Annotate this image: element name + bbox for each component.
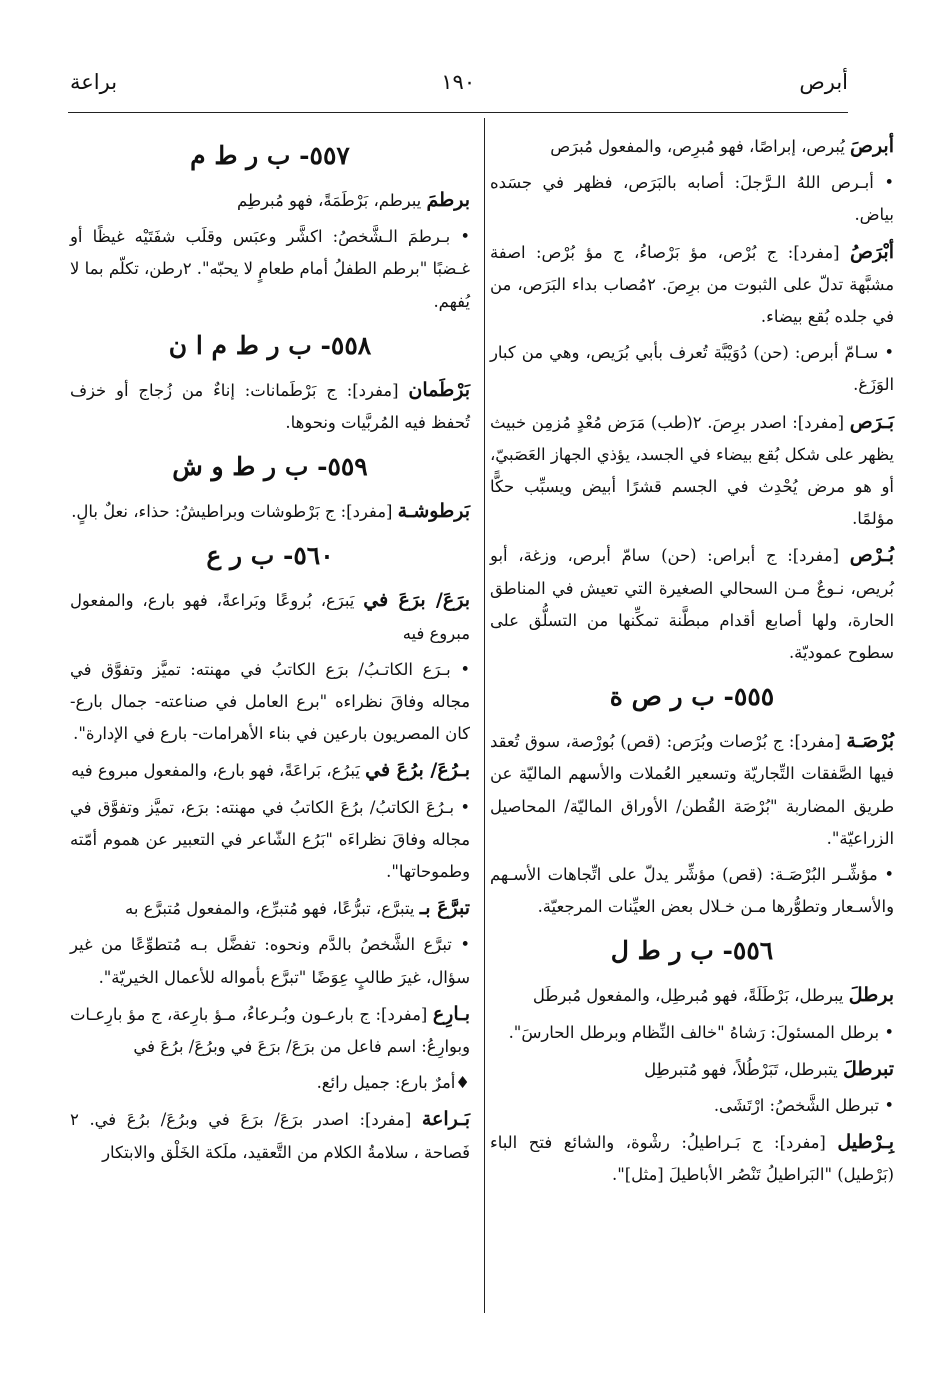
entry-text: يَبرُع، بَراعَةً، فهو بارع، والمفعول مبروع فيه — [71, 761, 366, 781]
headword: برطمَ — [426, 189, 470, 211]
entry-text: [مفرد]: ج بَـراطيلُ: رشْوة، والشائع فتح الباء (بَرْطيل) "البَراطيلُ تَنْصُر الأباطيلَ [مثل]". — [490, 1133, 894, 1185]
dictionary-entry — [70, 1103, 470, 1168]
entry-text: [مفرد]: ج بَرْطَمانات: إناءٌ من زُجاج أو خزف تُحفظ فيه المُربَّيات ونحوها. — [70, 380, 470, 433]
entry-text: يتبرَّع، تبرُّعًا، فهو مُتبرِّع، والمفعول مُتبرَّع به — [125, 899, 420, 919]
dictionary-entry — [490, 725, 894, 855]
guide-word-right: أبرص — [799, 70, 848, 94]
right-column — [490, 128, 894, 1196]
entry-text: [مفرد]: ج أبراص: (حن) سامّ أبرص، وزغة، أبو بُريص، نـوعٌ مـن السحالي الصغيرة التي تعيش في المناطق الحارة، ولها أصابع أقدام مبطَّنة تمكِّنها من التسلُّق على سطوح عموديّة. — [490, 546, 894, 663]
sense-line: • تبرَّع الشَّخصُ بالدَّم ونحوه: تفضَّل بـه مُتطوِّعًا من غير سؤال، غيرَ طالبٍ عِوَضًا "تبرَّع بأمواله للأعمال الخيريّة". — [70, 935, 470, 987]
entry-text: [مفرد]: اصدر برِصَ. ٢(طب) مَرَض مُعْدٍ مُزمِن خبيث يظهر على شكل بُقع بيضاء في الجسد، يؤذي الجهاز العَصَبيّ، أو هو مرض يُحْدِث في الجسم قشرًا أبيض ويسبِّب حكًّا مؤلمًا. — [490, 412, 894, 529]
root-heading: ٥٥٧- ب ر ط م — [190, 141, 350, 170]
headword: تبرطلَ — [842, 1057, 894, 1080]
entry-text: [مفرد]: ج بَرْطوشات وبراطيشُ: حذاء، نعلٌ بالٍ. — [71, 502, 398, 522]
entry-text: يبرطل، بَرْطَلَةً، فهو مُبرطِل، والمفعول مُبرطَل — [532, 986, 849, 1006]
left-column — [70, 128, 470, 1173]
sense-line: • تبرطل الشَّخصُ: ارْتَشَى. — [713, 1096, 894, 1116]
page-header — [70, 60, 848, 104]
dictionary-entry — [490, 1053, 894, 1086]
headword: بَرْطَمان — [408, 378, 470, 401]
dictionary-entry — [490, 539, 894, 669]
root-heading: ٥٥٨- ب ر ط م ا ن — [168, 330, 372, 360]
headword: تبرَّعَ بـ — [419, 897, 470, 920]
entry-text: [مفرد]: ج بُرْص، مؤ بَرْصاءُ، ج مؤ بُرْص: اصفة مشبَّهة تدلّ على الثبوت من برِصَ. ٢مُصاب بداء البَرَص، من في جلده بُقع بيضاء. — [490, 242, 894, 327]
header-rule — [68, 112, 848, 113]
headword: بِـرْطيل — [837, 1131, 894, 1154]
entry-text: يبرطم، بَرْطَمَةً، فهو مُبرطِم — [237, 191, 427, 210]
headword: برَعَ/ برَعَ في — [363, 589, 470, 612]
root-heading: ٥٦٠- ب ر ع — [206, 541, 334, 571]
guide-word-left: براعة — [70, 70, 118, 94]
headword: بـارِع — [432, 1002, 470, 1025]
root-heading: ٥٥٥- ب ر ص ة — [609, 682, 775, 712]
dictionary-entry — [70, 184, 470, 217]
sense-line: • بـرُعَ الكاتبُ/ برُعَ الكاتبُ في مهنته: برَع، تميَّز وتفوَّق في مجاله وفاقَ نظراءَه "بَرُع الشّاعر في التعبير عن هموم أمّته وطموحاتها". — [70, 797, 470, 882]
dictionary-entry — [70, 584, 470, 649]
root-heading: ٥٥٦- ب ر ط ل — [610, 936, 774, 966]
sense-line: • سـامّ أبرص: (حن) دُوَيْبَّة تُعرف بأبي بُرَيص، وهي من كبار الوَزَغ. — [490, 343, 894, 395]
entry-text: يُبرص، إبراصًا، فهو مُبرِص، والمفعول مُبرَص — [550, 137, 850, 156]
headword: أبْرَصُ — [849, 240, 894, 263]
dictionary-entry — [70, 754, 470, 787]
entry-text: يتبرطل، تَبَرْطُلاً، فهو مُتبرطِل — [644, 1059, 843, 1079]
sense-line: • أبـرص اللهُ الـرَّجلَ: أصابه بالبَرَص، فظهر في جسَده بياض. — [490, 173, 894, 225]
dictionary-entry — [70, 374, 470, 439]
dictionary-entry — [70, 495, 470, 528]
dictionary-entry — [490, 979, 894, 1012]
headword: برطلَ — [848, 984, 894, 1007]
headword: بُرْصَـة — [846, 730, 894, 753]
dictionary-entry — [490, 236, 894, 334]
headword: بَـراعة — [421, 1108, 470, 1131]
entry-text: يَبرَع، بُروعًا وبَراعةً، فهو بارع، والمفعول مبروع فيه — [70, 591, 470, 643]
sense-line: • مؤشِّـر البُرْصَـة: (قص) مؤشِّر يدلّ على اتِّجاهات الأسـهم والأسـعار وتطوُّرها مـن خـلال بعض العيِّنات المرجعيّة. — [490, 865, 894, 917]
headword: بـرُعَ/ برُعَ في — [365, 759, 470, 782]
page-number: ١٩٠ — [441, 70, 476, 94]
dictionary-entry — [70, 998, 470, 1063]
entry-text: [مفرد]: ج بارعـون وبُـرعاءُ، مـؤ بارِعة، ج مؤ بارِعـات وبوارِعُ: اسم فاعل من برَعَ/ برَعَ في وبرُعَ/ برُعَ في — [70, 1004, 470, 1057]
entry-text: [مفرد]: اصدر برَعَ/ برَعَ في وبرُعَ/ برُعَ في. ٢ فَصاحة ، سلامةُ الكلام من التَّعقيد، ملَكة الخَلْق والابتكار — [70, 1110, 470, 1162]
root-heading: ٥٥٩- ب ر ط و ش — [172, 452, 368, 482]
column-divider — [484, 118, 485, 1313]
headword: أبرصَ — [849, 135, 894, 157]
headword: بَرطوشـة — [397, 500, 470, 523]
headword: بَـرَص — [849, 410, 894, 433]
entry-text: [مفرد]: ج بُرْصات وبُرَص: (قص) بُورْصة، سوق تُعقد فيها الصَّفقات التِّجاريّة وتسعير العُملات والأسهم الماليّة عن طريق المضاربة "بُرْصَة القُطن/ الأوراق الماليّة/ المحاصيل الزراعيّة". — [490, 732, 894, 848]
headword: بُـرْص — [849, 544, 894, 567]
dictionary-entry — [490, 130, 894, 163]
dictionary-entry — [490, 1126, 894, 1191]
dictionary-entry — [70, 892, 470, 925]
sense-line: ♦أمرٌ بارع: جميل رائع. — [316, 1073, 470, 1093]
sense-line: • بـرَع الكاتـبُ/ برَع الكاتبُ في مهنته: تميَّز وتفوَّق في مجاله وفاقَ نظراءه "برع العامل في صناعته- جمال بارع- كان المصريون بارعين في بناء الأهرامات- بارع في الإدارة". — [70, 659, 470, 744]
sense-line: • برطل المسئولَ: رَشاهُ "خالف النِّظام وبرطل الحارسَ". — [508, 1022, 894, 1042]
dictionary-entry — [490, 406, 894, 536]
sense-line: • بـرطمَ الـشَّخصُ: اكشَّر وعبَس وقلَب شفَتَيْه غيظًا أو غـضبًا "برطم الطفلُ أمام طعامٍ لا يحبّه". ٢رطن، تكلّم بما لا يُفهم. — [70, 227, 470, 311]
